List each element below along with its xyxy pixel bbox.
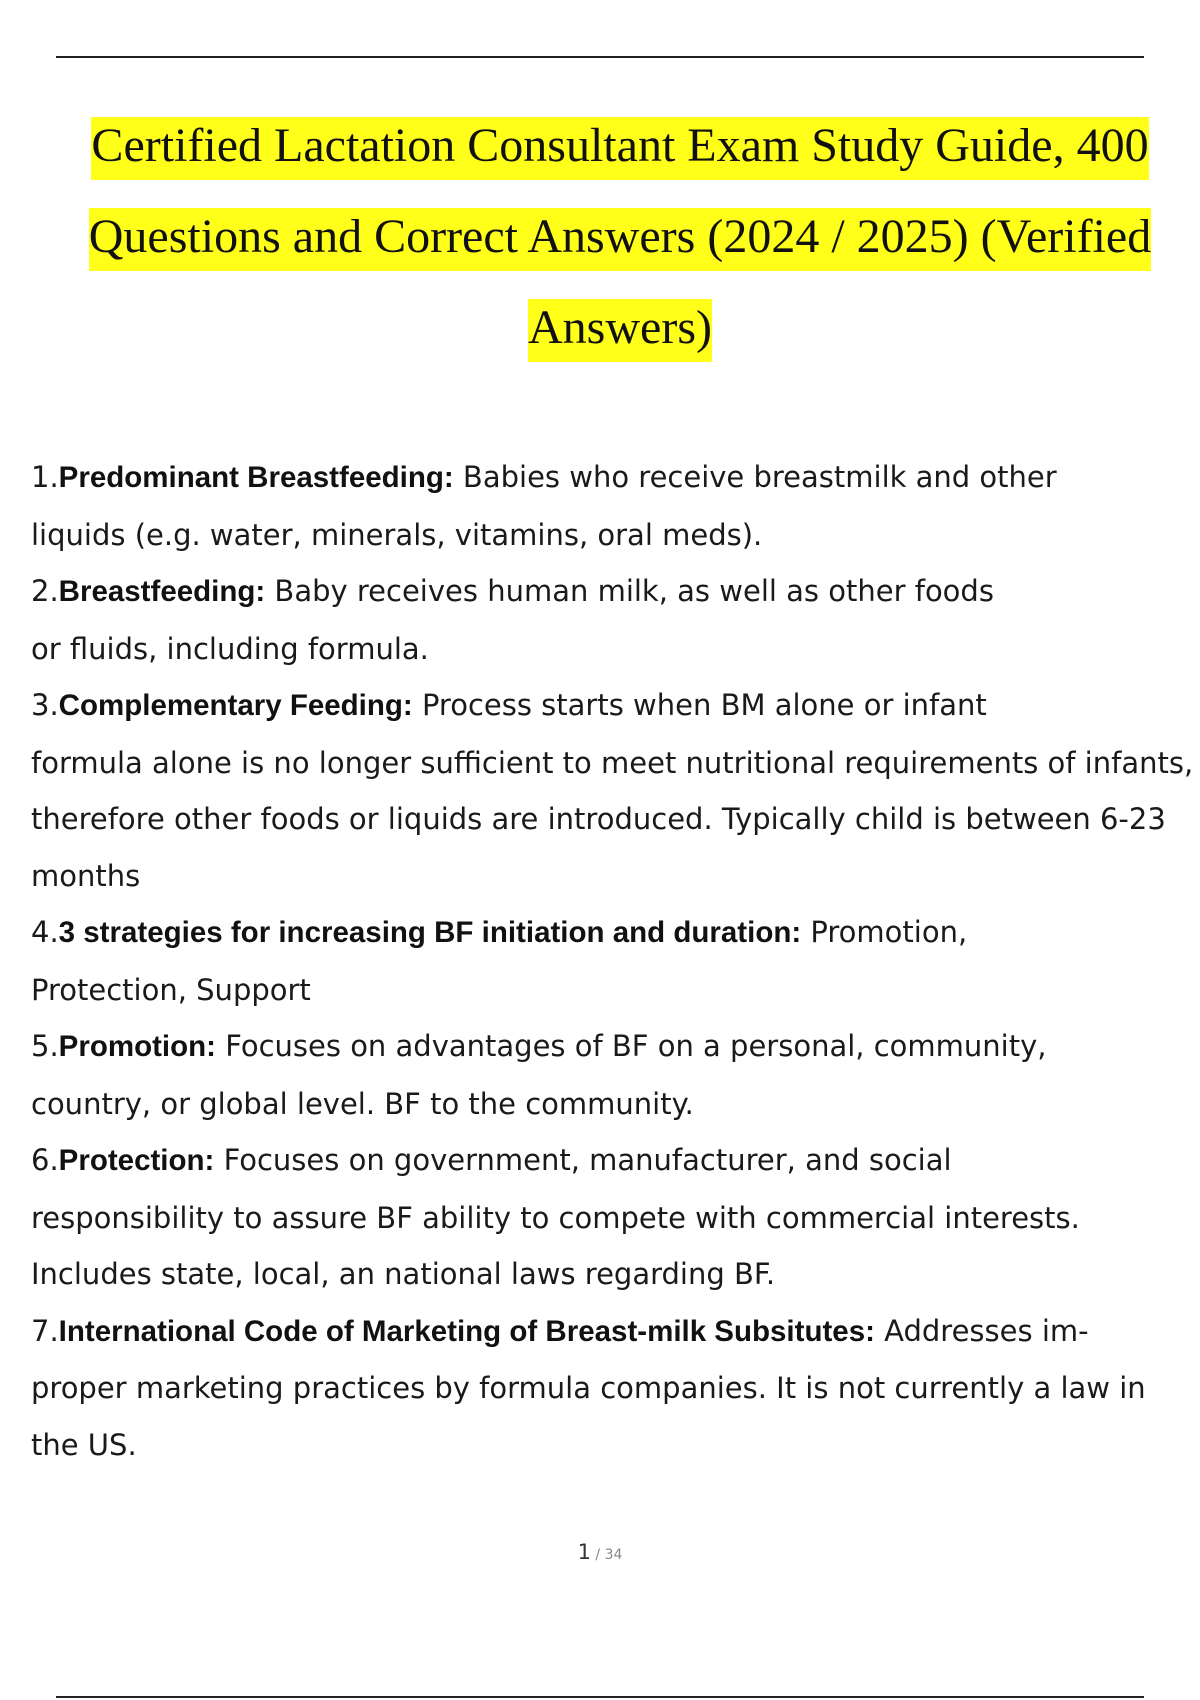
item-number: 3.: [31, 688, 59, 722]
item-number: 2.: [31, 574, 59, 608]
item-definition-start: Process starts when BM alone or infant: [412, 688, 987, 722]
item-definition-rest: or fluids, including formula.: [31, 631, 429, 666]
item-definition-start: Baby receives human milk, as well as other foods: [265, 574, 994, 608]
item-term: International Code of Marketing of Breast-milk Subsitutes:: [58, 1314, 875, 1348]
item-definition-rest: country, or global level. BF to the community.: [31, 1086, 694, 1121]
item-definition-rest: liquids (e.g. water, minerals, vitamins, oral meds).: [31, 517, 763, 552]
item-definition-start: Focuses on advantages of BF on a personal, community,: [215, 1029, 1047, 1063]
item-definition-start: Focuses on government, manufacturer, and social: [214, 1143, 952, 1177]
item-definition-start: Addresses im-: [874, 1313, 1089, 1348]
total-pages: / 34: [590, 1547, 623, 1563]
item-definition-start: Babies who receive breastmilk and other: [453, 460, 1057, 494]
item-number: 7.: [31, 1313, 59, 1348]
list-item: [31, 904, 1200, 1018]
top-divider: [56, 56, 1144, 58]
item-number: 6.: [31, 1143, 59, 1177]
list-item: [31, 677, 1200, 904]
title-line-3: Answers): [528, 299, 712, 362]
item-term: Promotion:: [58, 1030, 216, 1063]
bottom-divider: [56, 1696, 1144, 1698]
item-term: Predominant Breastfeeding:: [58, 461, 454, 494]
list-item: [31, 449, 1200, 563]
item-definition-rest: proper marketing practices by formula companies. It is not currently a law in the US.: [31, 1371, 1146, 1462]
page-number: [0, 1540, 1200, 1564]
item-term: Complementary Feeding:: [58, 689, 413, 722]
title-line-2: Questions and Correct Answers (2024 / 2025) (Verified: [89, 208, 1151, 271]
item-term: Protection:: [58, 1144, 215, 1177]
item-definition-rest: formula alone is no longer sufficient to meet nutritional requirements of infants, therefore other foods or liquids are introduced. Typically child is between 6-23 months: [31, 745, 1194, 893]
list-item: [31, 1018, 1200, 1132]
item-number: 1.: [31, 460, 59, 494]
list-item: [31, 563, 1200, 677]
current-page: 1: [577, 1540, 591, 1564]
item-definition-start: Promotion,: [801, 915, 968, 949]
item-term: 3 strategies for increasing BF initiation and duration:: [58, 916, 802, 949]
list-item: [31, 1303, 1200, 1474]
item-definition-rest: responsibility to assure BF ability to compete with commercial interests.: [31, 1200, 1080, 1235]
item-number: 4.: [31, 915, 59, 949]
title-line-1: Certified Lactation Consultant Exam Study Guide, 400: [91, 117, 1148, 180]
question-list: [31, 449, 1200, 1473]
list-item: [31, 1132, 1200, 1303]
item-number: 5.: [31, 1029, 59, 1063]
document-title: [20, 100, 1200, 373]
item-term: Breastfeeding:: [58, 575, 266, 608]
item-definition-rest: Protection, Support: [31, 972, 311, 1007]
item-note: Includes state, local, an national laws regarding BF.: [31, 1257, 776, 1291]
